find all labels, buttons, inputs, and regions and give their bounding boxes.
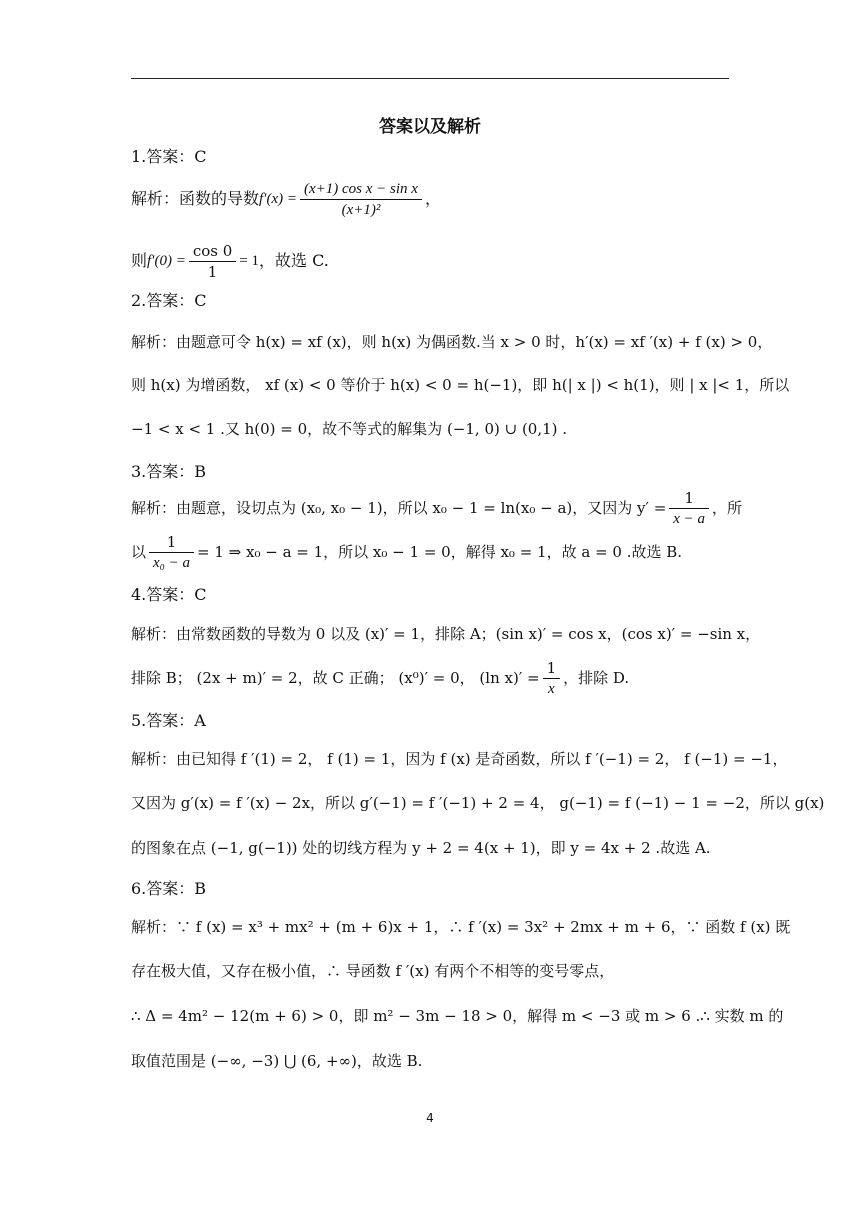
q3-l1-pre: 解析：由题意，设切点为 (x₀, x₀ − 1)，所以 x₀ − 1 = ln(x₀ − a)，又因为 y′ = [131,499,667,517]
q6-explanation-line2: 存在极大值，又存在极小值，∴ 导函数 f ′(x) 有两个不相等的变号零点， [131,962,615,980]
q3-answer: 3.答案：B [131,462,207,481]
q1-answer: 1.答案：C [131,147,207,166]
q4-l2-pre: 排除 B； (2x + m)′ = 2，故 C 正确； (x⁰)′ = 0， (ln x)′ = [131,669,540,687]
q1-l2-rhs: = 1 [239,253,259,269]
q5-explanation-line1: 解析：由已知得 f ′(1) = 2， f (1) = 1，因为 f (x) 是奇函数，所以 f ′(−1) = 2， f (−1) = −1， [131,750,788,768]
q2-explanation-line2: 则 h(x) 为增函数， xf (x) < 0 等价于 h(x) < 0 = h(−1)，即 h(| x |) < h(1)，则 | x |< 1，所以 [131,376,790,394]
q1-explanation-line2 [131,238,729,284]
q1-l1-lhs: f′(x) = [259,191,297,207]
q4-explanation-line2 [131,656,729,700]
q5-answer: 5.答案：A [131,711,206,730]
q3-l2-denominator: x₀ − a [153,554,191,571]
q4-answer: 4.答案：C [131,585,207,604]
q1-l1-numerator: (x+1) cos x − sin x [300,180,422,200]
q1-l2-pre: 则 [131,251,148,270]
q1-l2-numerator: cos 0 [189,242,236,262]
q1-l2-denominator: 1 [207,262,218,281]
q5-explanation-line2: 又因为 g′(x) = f ′(x) − 2x，所以 g′(−1) = f ′(−1) + 2 = 4， g(−1) = f (−1) − 1 = −2，所以 g(x) [131,794,825,812]
q1-value-fraction [189,242,236,281]
q3-explanation-line2 [131,530,729,574]
q1-explanation-line1 [131,176,729,222]
q2-answer: 2.答案：C [131,291,207,310]
q4-explanation-line1: 解析：由常数函数的导数为 0 以及 (x)′ = 1，排除 A；(sin x)′ = cos x，(cos x)′ = −sin x， [131,625,761,643]
q6-explanation-line4: 取值范围是 (−∞, −3) ⋃ (6, +∞)，故选 B. [131,1052,423,1070]
q1-l2-lhs: f′(0) = [147,253,186,269]
q3-l2-post: = 1 ⇒ x₀ − a = 1，所以 x₀ − 1 = 0，解得 x₀ = 1，故 a = 0 .故选 B. [197,543,683,561]
header-rule [131,78,729,79]
q3-l1-post: ，所 [712,499,743,517]
page-number: 4 [426,1111,434,1125]
q2-explanation-line1: 解析：由题意可令 h(x) = xf (x)，则 h(x) 为偶函数.当 x > 0 时，h′(x) = xf ′(x) + f (x) > 0， [131,333,773,351]
q2-explanation-line3: −1 < x < 1 .又 h(0) = 0，故不等式的解集为 (−1, 0) ∪ (0,1) . [131,420,568,438]
q1-l1-denominator: (x+1)² [341,201,381,218]
q4-log-derivative-fraction [543,659,561,698]
q4-l2-post: ，排除 D. [563,669,630,687]
q3-equation-fraction [149,533,194,572]
q6-explanation-line3: ∴ Δ = 4m² − 12(m + 6) > 0，即 m² − 3m − 18 > 0，解得 m < −3 或 m > 6 .∴ 实数 m 的 [131,1007,784,1025]
q1-l2-post: ，故选 C. [259,251,329,270]
q1-derivative-fraction [300,180,422,219]
q5-explanation-line3: 的图象在点 (−1, g(−1)) 处的切线方程为 y + 2 = 4(x + 1)，即 y = 4x + 2 .故选 A. [131,839,711,857]
q6-answer: 6.答案：B [131,879,207,898]
page-title: 答案以及解析 [379,117,481,137]
q3-derivative-fraction [669,489,709,528]
q1-l1-pre: 解析：函数的导数 [131,189,260,208]
q4-l2-numerator: 1 [543,659,561,679]
q3-l1-numerator: 1 [669,489,709,509]
q6-explanation-line1: 解析：∵ f (x) = x³ + mx² + (m + 6)x + 1，∴ f ′(x) = 3x² + 2mx + m + 6，∵ 函数 f (x) 既 [131,918,791,936]
q3-l2-pre: 以 [131,543,147,561]
q3-explanation-line1 [131,486,743,530]
q1-l1-post: ， [424,189,441,208]
q3-l2-numerator: 1 [149,533,194,553]
q3-l1-denominator: x − a [673,510,706,527]
q4-l2-denominator: x [548,680,555,697]
